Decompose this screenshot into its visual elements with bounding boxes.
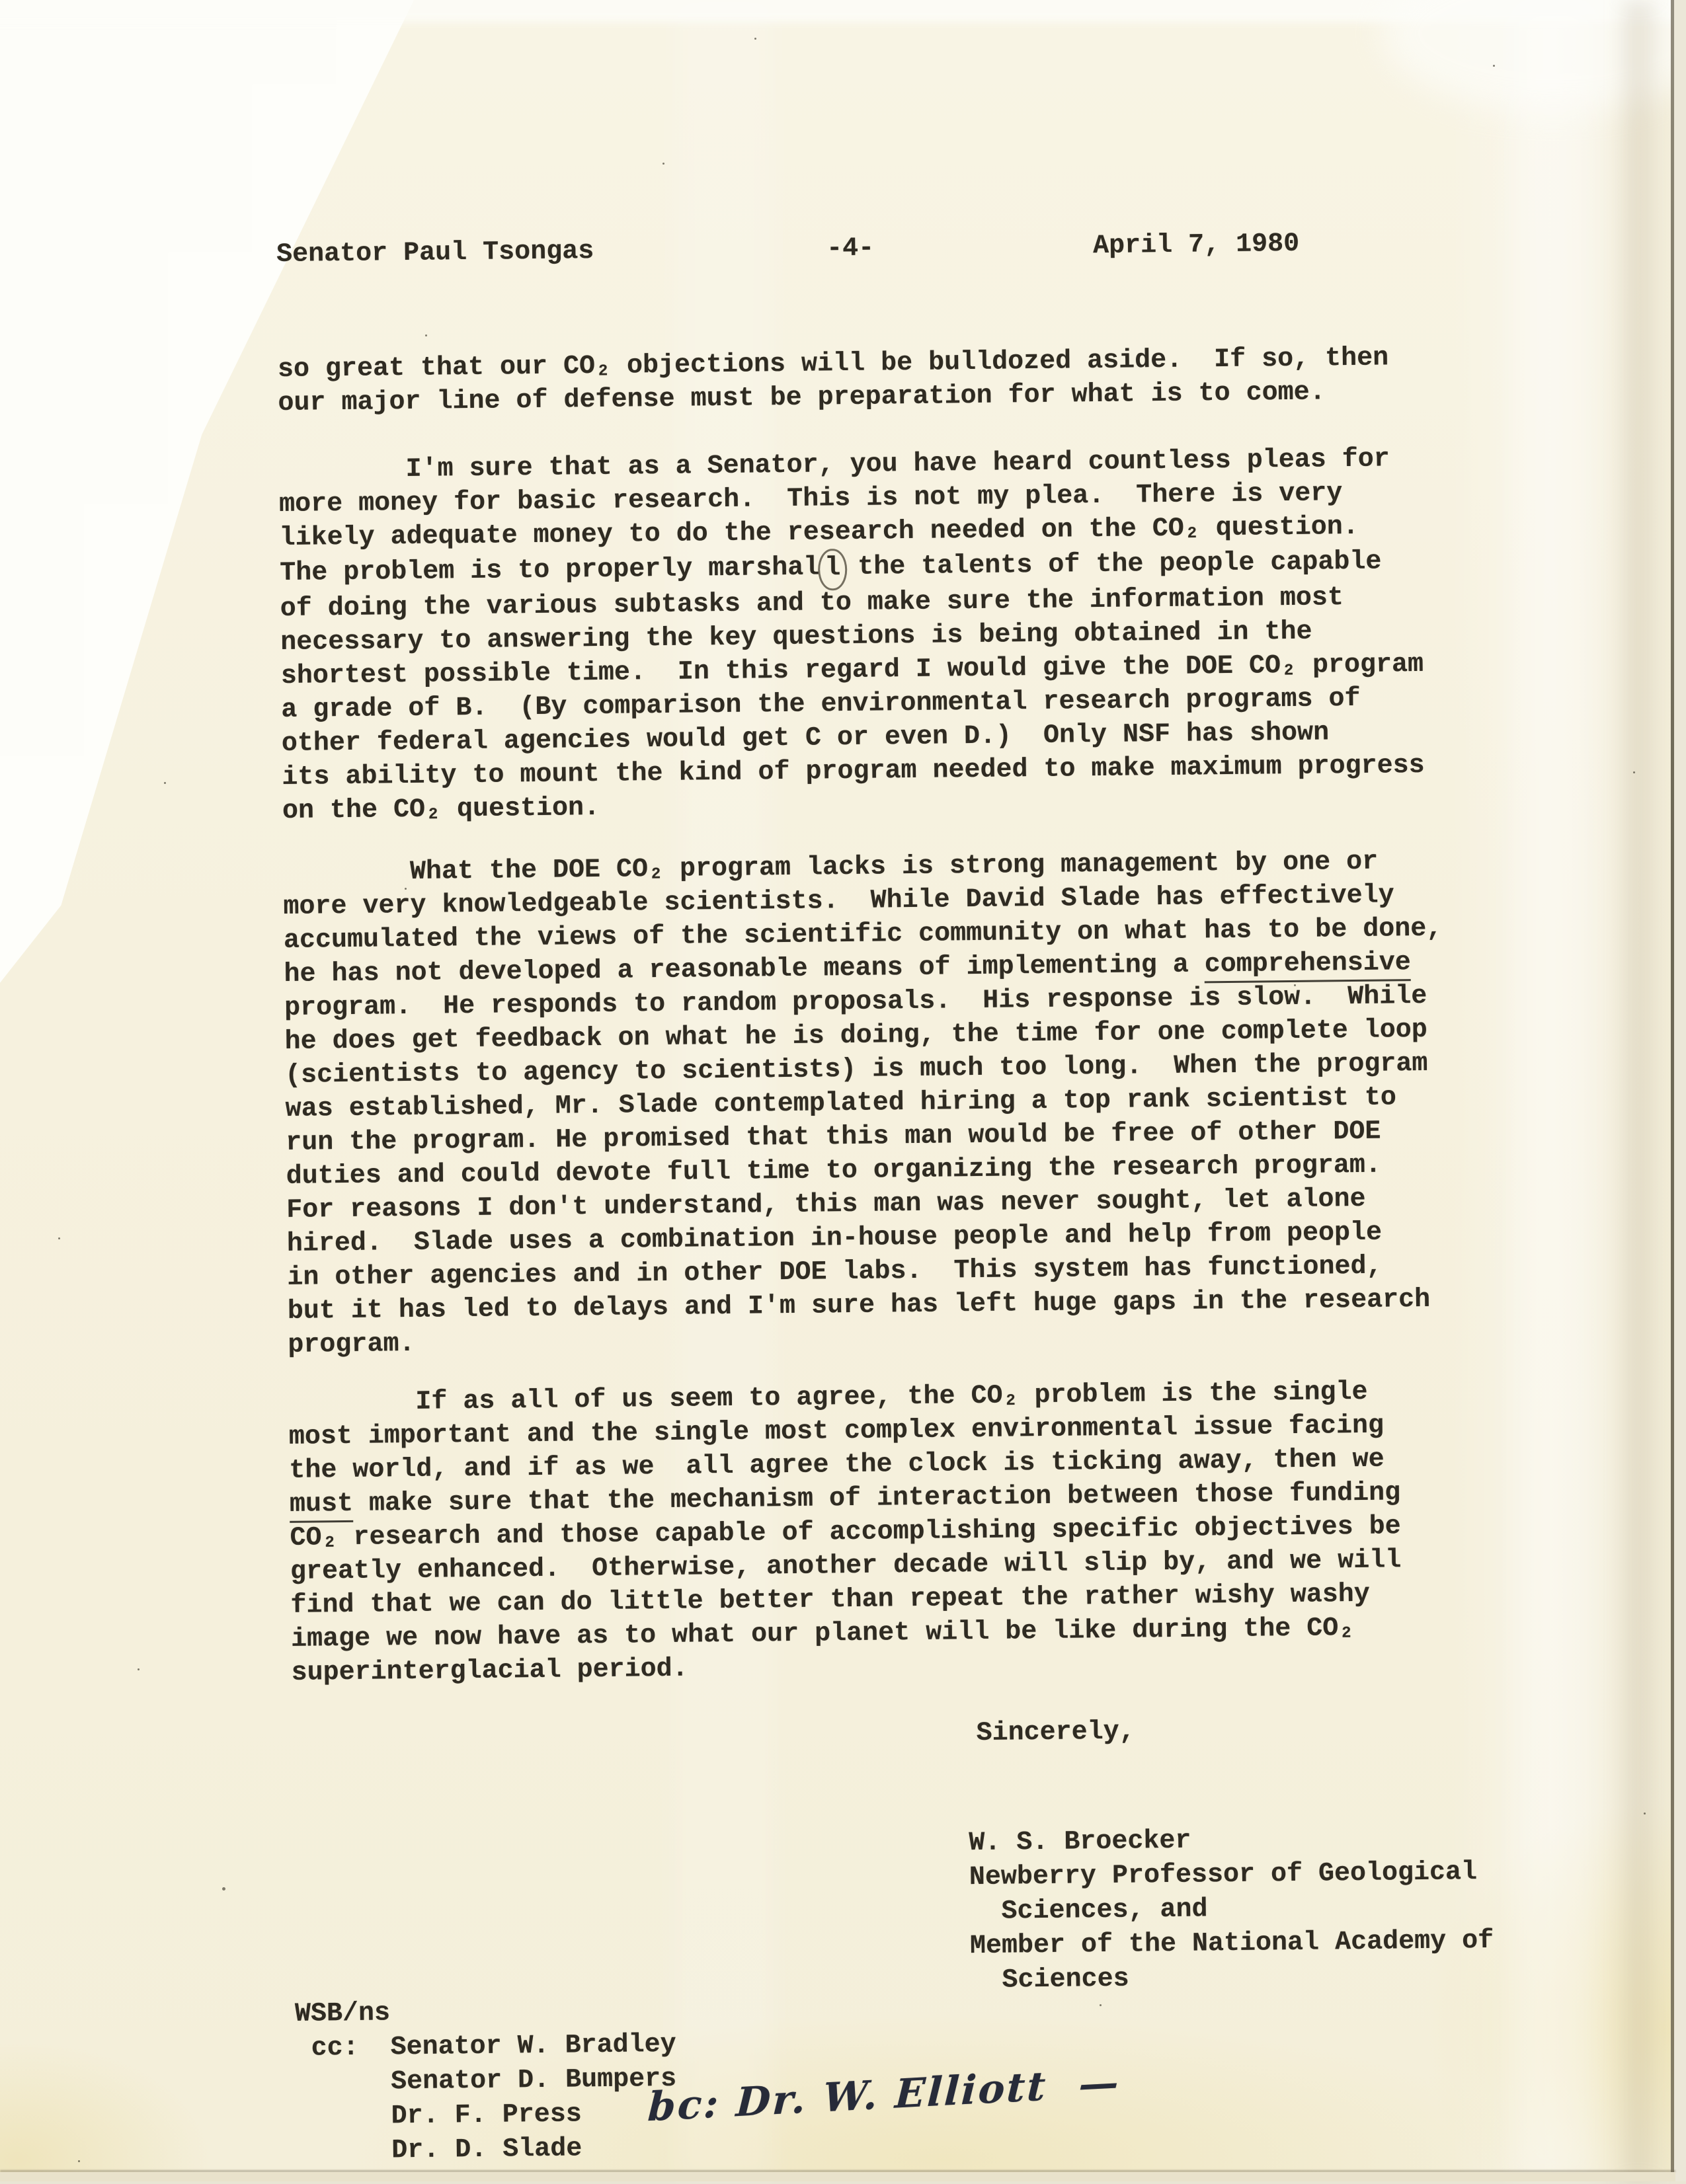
typed-line: in other agencies and in other DOE labs. This system has functioned, <box>287 1251 1383 1293</box>
typed-line: on the CO₂ question. <box>282 793 600 826</box>
typed-line: What the DOE CO₂ program lacks is strong management by one or <box>282 847 1379 888</box>
paragraph-3 <box>283 845 1447 1362</box>
proofreader-circle-mark: l <box>818 549 848 590</box>
typed-line: image we now have as to what our planet will be like during the CO₂ <box>290 1614 1355 1655</box>
typed-line: CO₂ research and those capable of accomplishing specific objectives be <box>290 1512 1401 1553</box>
signature-title: Newberry Professor of Geological <box>969 1857 1478 1893</box>
paragraph-2 <box>278 442 1425 828</box>
typed-line: he does get feedback on what he is doing, the time for one complete loop <box>284 1015 1428 1057</box>
underlined-word: comprehensive <box>1204 948 1411 983</box>
typed-line: run the program. He promised that this man would be free of other DOE <box>286 1116 1381 1158</box>
signature-name: W. S. Broecker <box>969 1826 1191 1859</box>
typed-line: our major line of defense must be preparation for what is to come. <box>278 377 1326 418</box>
typed-line: other federal agencies would get C or even D.) Only NSF has shown <box>281 718 1330 759</box>
cc-recipient: cc: Senator W. Bradley <box>295 2029 676 2064</box>
signature-title: Sciences <box>970 1964 1129 1996</box>
typed-line: was established, Mr. Slade contemplated hiring a top rank scientist to <box>285 1083 1397 1124</box>
typed-line: hired. Slade uses a combination in-house people and help from people <box>286 1218 1383 1259</box>
typed-line: so great that our CO₂ objections will be bulldozed aside. If so, then <box>277 343 1389 385</box>
signature-block <box>969 1821 1494 1998</box>
typed-line: shortest possible time. In this regard I would give the DOE CO₂ program <box>280 649 1424 691</box>
closing-salutation: Sincerely, <box>976 1717 1135 1749</box>
signature-title: Member of the National Academy of <box>969 1926 1494 1962</box>
typist-initials: WSB/ns <box>294 1998 391 2029</box>
typed-line: (scientists to agency to scientists) is much too long. When the program <box>284 1048 1428 1091</box>
header-page-number: -4- <box>826 233 875 264</box>
header-date: April 7, 1980 <box>1092 229 1300 262</box>
typed-line: its ability to mount the kind of program needed to make maximum progress <box>282 750 1425 793</box>
cc-recipient: Dr. F. Press <box>296 2099 582 2132</box>
typed-line: program. <box>288 1329 415 1360</box>
handwritten-note: bc: Dr. W. Elliott — <box>647 2059 1122 2131</box>
typed-line: If as all of us seem to agree, the CO₂ problem is the single <box>288 1377 1368 1419</box>
cc-block <box>295 1994 678 2169</box>
typed-line: a grade of B. (By comparison the environmental research programs of <box>281 683 1361 725</box>
paragraph-1 <box>278 341 1389 420</box>
signature-title: Sciences, and <box>969 1894 1208 1928</box>
typed-line: the world, and if as we all agree the clock is ticking away, then we <box>289 1444 1385 1486</box>
typed-line: accumulated the views of the scientific community on what has to be done, <box>283 914 1443 956</box>
typed-text: the talents of the people capable <box>842 547 1382 583</box>
typed-line: superinterglacial period. <box>291 1654 688 1688</box>
typed-text: make sure that the mechanism of interaction between those funding <box>352 1478 1401 1519</box>
typed-text: he has not developed a reasonable means of implementing a <box>284 950 1205 990</box>
header-recipient: Senator Paul Tsongas <box>276 236 594 270</box>
cc-recipient: Dr. D. Slade <box>296 2134 582 2167</box>
typed-line: necessary to answering the key questions is being obtained in the <box>280 617 1312 658</box>
cc-recipient: Senator D. Bumpers <box>295 2064 677 2098</box>
paragraph-4 <box>288 1375 1402 1690</box>
typed-line: likely adequate money to do the research needed on the CO₂ question. <box>279 512 1359 553</box>
typed-line: more money for basic research. This is not my plea. There is very <box>278 479 1343 520</box>
typed-line: but it has led to delays and I'm sure has left huge gaps in the research <box>287 1284 1431 1327</box>
typed-line: program. He responds to random proposals. His response is slow. While <box>284 981 1427 1023</box>
paper-specks <box>0 0 2 2</box>
typed-line: For reasons I don't understand, this man was never sought, let alone <box>286 1184 1366 1226</box>
typed-line: of doing the various subtasks and to make sure the information most <box>280 583 1344 624</box>
typed-text: The problem is to properly marshal <box>279 553 820 588</box>
typed-line: greatly enhanced. Otherwise, another decade will slip by, and we will <box>290 1545 1402 1587</box>
typed-line: find that we can do little better than repeat the rather wishy washy <box>290 1579 1370 1621</box>
underlined-word: must <box>290 1489 354 1523</box>
typed-line: I'm sure that as a Senator, you have heard countless pleas for <box>278 444 1390 486</box>
typed-line: more very knowledgeable scientists. While David Slade has effectively <box>283 880 1394 922</box>
typed-line: duties and could devote full time to organizing the research program. <box>286 1150 1382 1192</box>
typed-line: most important and the single most complex environmental issue facing <box>288 1411 1385 1452</box>
letter-header <box>0 223 1685 276</box>
